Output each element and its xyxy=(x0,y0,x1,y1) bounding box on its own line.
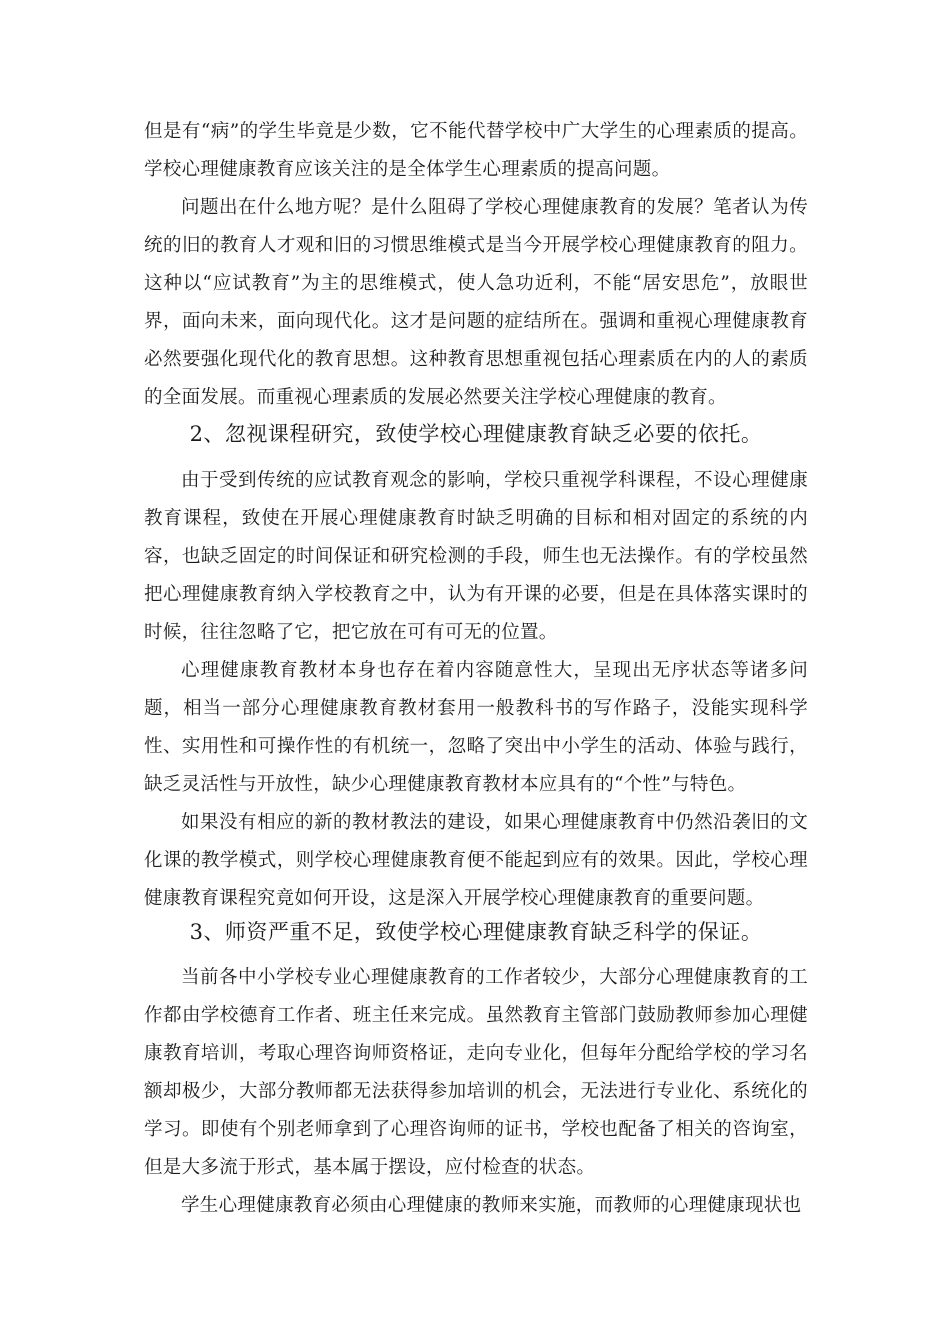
paragraph-4: 心理健康教育教材本身也存在着内容随意性大，呈现出无序状态等诸多问题，相当一部分心理健康教育教材套用一般教科书的写作路子，没能实现科学性、实用性和可操作性的有机统一，忽略了突出中小学生的活动、体验与践行，缺乏灵活性与开放性，缺少心理健康教育教材本应具有的“个性”与特色。 xyxy=(144,660,808,795)
section-3-body xyxy=(144,959,808,1225)
heading-3: 3、师资严重不足，致使学校心理健康教育缺乏科学的保证。 xyxy=(189,920,763,944)
paragraph-6: 当前各中小学校专业心理健康教育的工作者较少，大部分心理健康教育的工作都由学校德育工作者、班主任来完成。虽然教育主管部门鼓励教师参加心理健康教育培训，考取心理咨询师资格证，走向专业化，但每年分配给学校的学习名额却极少，大部分教师都无法获得参加培训的机会，无法进行专业化、系统化的学习。即使有个别老师拿到了心理咨询师的证书，学校也配备了相关的咨询室，但是大多流于形式，基本属于摆设，应付检查的状态。 xyxy=(144,967,808,1178)
paragraph-2: 问题出在什么地方呢？是什么阻碍了学校心理健康教育的发展？笔者认为传统的旧的教育人才观和旧的习惯思维模式是当今开展学校心理健康教育的阻力。这种以“应试教育”为主的思维模式，使人急功近利，不能“居安思危”，放眼世界，面向未来，面向现代化。这才是问题的症结所在。强调和重视心理健康教育必然要强化现代化的教育思想。这种教育思想重视包括心理素质在内的人的素质的全面发展。而重视心理素质的发展必然要关注学校心理健康的教育。 xyxy=(144,197,808,408)
heading-2: 2、忽视课程研究，致使学校心理健康教育缺乏必要的依托。 xyxy=(189,422,763,446)
section-1-body xyxy=(144,113,808,417)
paragraph-5: 如果没有相应的新的教材教法的建设，如果心理健康教育中仍然沿袭旧的文化课的教学模式，则学校心理健康教育便不能起到应有的效果。因此，学校心理健康教育课程究竟如何开设，这是深入开展学校心理健康教育的重要问题。 xyxy=(144,812,808,909)
paragraph-7: 学生心理健康教育必须由心理健康的教师来实施，而教师的心理健康现状也 xyxy=(181,1195,802,1216)
paragraph-3: 由于受到传统的应试教育观念的影响，学校只重视学科课程，不设心理健康教育课程，致使在开展心理健康教育时缺乏明确的目标和相对固定的系统的内容，也缺乏固定的时间保证和研究检测的手段，师生也无法操作。有的学校虽然把心理健康教育纳入学校教育之中，认为有开课的必要，但是在具体落实课时的时候，往往忽略了它，把它放在可有可无的位置。 xyxy=(144,470,808,643)
paragraph-1: 但是有“病”的学生毕竟是少数，它不能代替学校中广大学生的心理素质的提高。学校心理健康教育应该关注的是全体学生心理素质的提高问题。 xyxy=(144,121,808,180)
section-2-body xyxy=(144,462,808,918)
